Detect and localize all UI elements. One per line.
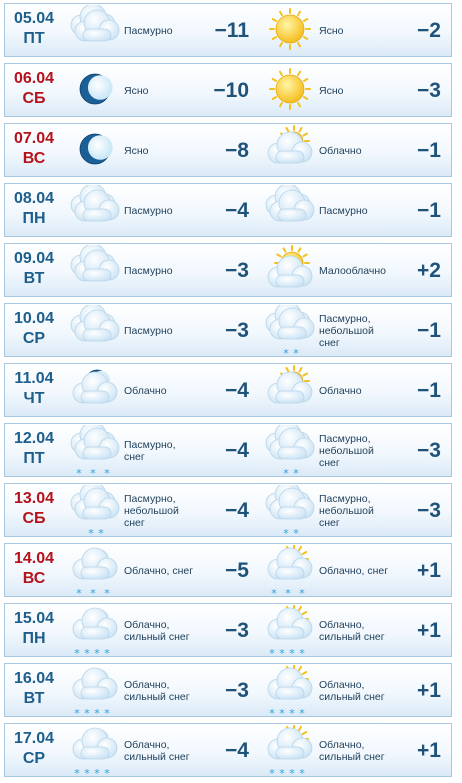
sun-cloud-heavy-snow-icon	[262, 605, 318, 657]
svg-text:*: *	[84, 647, 90, 659]
overcast-cloud-icon	[67, 245, 123, 297]
weekday-text: ВС	[22, 150, 46, 167]
day-condition: Облачно, снег	[319, 565, 389, 577]
svg-text:*: *	[90, 587, 96, 599]
svg-text:*: *	[283, 347, 289, 359]
date-text: 16.04	[13, 670, 55, 687]
date-text: 08.04	[13, 190, 55, 207]
forecast-row	[4, 183, 452, 237]
svg-text:*: *	[88, 527, 94, 539]
svg-text:*: *	[289, 707, 295, 719]
night-temperature: −5	[225, 559, 249, 582]
date-text: 15.04	[13, 610, 55, 627]
night-temperature: −4	[225, 439, 249, 462]
day-temperature: −2	[417, 19, 441, 42]
day-temperature: −1	[417, 139, 441, 162]
svg-text:*: *	[74, 707, 80, 719]
night-condition: Облачно, сильный снег	[124, 739, 190, 763]
day-temperature: +1	[417, 679, 441, 702]
day-condition: Облачно	[319, 385, 362, 397]
svg-text:*: *	[269, 647, 275, 659]
forecast-row	[4, 603, 452, 657]
day-temperature: +1	[417, 619, 441, 642]
svg-text:*: *	[74, 647, 80, 659]
svg-text:*: *	[269, 707, 275, 719]
sun-cloud-heavy-snow-icon	[262, 725, 318, 777]
svg-text:*: *	[84, 707, 90, 719]
forecast-row	[4, 243, 452, 297]
weekday-text: ПТ	[23, 30, 45, 47]
weekday-text: ЧТ	[23, 390, 45, 407]
svg-text:*: *	[104, 767, 110, 779]
day-condition: Пасмурно, небольшой снег	[319, 313, 374, 349]
day-condition: Малооблачно	[319, 265, 387, 277]
svg-text:*: *	[90, 467, 96, 479]
night-temperature: −3	[225, 679, 249, 702]
night-temperature: −11	[214, 19, 249, 42]
date-text: 13.04	[13, 490, 55, 507]
day-condition: Пасмурно	[319, 205, 368, 217]
svg-text:*: *	[104, 587, 110, 599]
svg-text:*: *	[94, 707, 100, 719]
night-condition: Пасмурно, снег	[124, 439, 176, 463]
weekday-text: СР	[22, 330, 46, 347]
overcast-cloud-icon	[262, 185, 318, 237]
svg-text:*: *	[269, 767, 275, 779]
svg-text:*: *	[293, 347, 299, 359]
weekday-text: СР	[22, 750, 46, 767]
weekday-text: СБ	[22, 90, 46, 107]
moon-cloud-icon	[67, 365, 123, 417]
night-condition: Облачно, сильный снег	[124, 679, 190, 703]
date-text: 14.04	[13, 550, 55, 567]
svg-text:*: *	[299, 587, 305, 599]
night-condition: Пасмурно	[124, 265, 173, 277]
weekday-text: ПН	[22, 210, 46, 227]
overcast-light-snow-icon	[262, 485, 318, 537]
svg-text:*: *	[98, 527, 104, 539]
date-text: 10.04	[13, 310, 55, 327]
moon-cloud-heavy-snow-icon	[67, 665, 123, 717]
night-condition: Облачно, снег	[124, 565, 194, 577]
day-temperature: −1	[417, 379, 441, 402]
day-condition: Облачно, сильный снег	[319, 619, 385, 643]
day-condition: Облачно, сильный снег	[319, 679, 385, 703]
day-condition: Ясно	[319, 25, 344, 37]
overcast-cloud-icon	[67, 305, 123, 357]
svg-text:*: *	[283, 467, 289, 479]
night-condition: Ясно	[124, 145, 149, 157]
day-label	[5, 66, 63, 116]
night-condition: Пасмурно	[124, 205, 173, 217]
day-label	[5, 726, 63, 776]
day-temperature: +2	[417, 259, 441, 282]
day-label	[5, 6, 63, 56]
night-condition: Ясно	[124, 85, 149, 97]
night-temperature: −10	[213, 79, 249, 102]
sun-icon	[262, 5, 318, 57]
day-label	[5, 546, 63, 596]
svg-text:*: *	[104, 467, 110, 479]
overcast-cloud-icon	[67, 185, 123, 237]
night-condition: Пасмурно	[124, 325, 173, 337]
day-label	[5, 666, 63, 716]
svg-text:*: *	[94, 767, 100, 779]
day-temperature: −3	[417, 499, 441, 522]
forecast-row	[4, 303, 452, 357]
forecast-row	[4, 723, 452, 777]
day-condition: Ясно	[319, 85, 344, 97]
svg-text:*: *	[279, 647, 285, 659]
night-temperature: −4	[225, 199, 249, 222]
day-label	[5, 306, 63, 356]
night-temperature: −4	[225, 379, 249, 402]
day-label	[5, 126, 63, 176]
overcast-light-snow-icon	[262, 425, 318, 477]
day-label	[5, 486, 63, 536]
date-text: 09.04	[13, 250, 55, 267]
svg-text:*: *	[271, 587, 277, 599]
svg-text:*: *	[94, 647, 100, 659]
day-label	[5, 246, 63, 296]
svg-text:*: *	[283, 527, 289, 539]
date-text: 06.04	[13, 70, 55, 87]
night-temperature: −3	[225, 259, 249, 282]
svg-text:*: *	[84, 767, 90, 779]
forecast-row	[4, 63, 452, 117]
night-temperature: −4	[225, 499, 249, 522]
weekday-text: ПТ	[23, 450, 45, 467]
day-label	[5, 606, 63, 656]
weekday-text: ПН	[22, 630, 46, 647]
weekday-text: ВТ	[23, 270, 45, 287]
forecast-row	[4, 3, 452, 57]
sun-cloud-heavy-snow-icon	[262, 665, 318, 717]
forecast-row	[4, 663, 452, 717]
sun-behind-cloud-icon	[262, 365, 318, 417]
overcast-cloud-icon	[67, 5, 123, 57]
svg-text:*: *	[279, 767, 285, 779]
moon-icon	[67, 125, 123, 177]
day-temperature: −1	[417, 199, 441, 222]
moon-cloud-heavy-snow-icon	[67, 605, 123, 657]
svg-text:*: *	[104, 647, 110, 659]
svg-text:*: *	[299, 707, 305, 719]
svg-text:*: *	[299, 767, 305, 779]
night-temperature: −8	[225, 139, 249, 162]
date-text: 12.04	[13, 430, 55, 447]
svg-text:*: *	[289, 767, 295, 779]
moon-cloud-heavy-snow-icon	[67, 725, 123, 777]
sun-cloud-snow-icon	[262, 545, 318, 597]
svg-text:*: *	[76, 587, 82, 599]
overcast-light-snow-icon	[262, 305, 318, 357]
date-text: 17.04	[13, 730, 55, 747]
day-temperature: +1	[417, 559, 441, 582]
day-temperature: −3	[417, 439, 441, 462]
night-condition: Облачно	[124, 385, 167, 397]
night-temperature: −3	[225, 619, 249, 642]
svg-text:*: *	[289, 647, 295, 659]
svg-text:*: *	[279, 707, 285, 719]
day-condition: Облачно	[319, 145, 362, 157]
svg-text:*: *	[76, 467, 82, 479]
svg-text:*: *	[293, 527, 299, 539]
weekday-text: ВТ	[23, 690, 45, 707]
svg-text:*: *	[285, 587, 291, 599]
night-temperature: −3	[225, 319, 249, 342]
night-condition: Пасмурно, небольшой снег	[124, 493, 179, 529]
moon-icon	[67, 65, 123, 117]
day-condition: Пасмурно, небольшой снег	[319, 433, 374, 469]
sun-icon	[262, 65, 318, 117]
sun-partly-cloudy-icon	[262, 245, 318, 297]
svg-text:*: *	[293, 467, 299, 479]
day-condition: Облачно, сильный снег	[319, 739, 385, 763]
forecast-row	[4, 483, 452, 537]
forecast-row	[4, 543, 452, 597]
day-temperature: +1	[417, 739, 441, 762]
day-temperature: −3	[417, 79, 441, 102]
night-condition: Пасмурно	[124, 25, 173, 37]
day-label	[5, 366, 63, 416]
forecast-row	[4, 123, 452, 177]
day-condition: Пасмурно, небольшой снег	[319, 493, 374, 529]
moon-cloud-snow-icon	[67, 545, 123, 597]
overcast-snow-icon	[67, 425, 123, 477]
day-label	[5, 186, 63, 236]
day-label	[5, 426, 63, 476]
date-text: 11.04	[14, 370, 54, 387]
weekday-text: ВС	[22, 570, 46, 587]
svg-text:*: *	[299, 647, 305, 659]
night-condition: Облачно, сильный снег	[124, 619, 190, 643]
night-temperature: −4	[225, 739, 249, 762]
svg-text:*: *	[74, 767, 80, 779]
weekday-text: СБ	[22, 510, 46, 527]
forecast-row	[4, 363, 452, 417]
day-temperature: −1	[417, 319, 441, 342]
date-text: 07.04	[13, 130, 55, 147]
sun-behind-cloud-icon	[262, 125, 318, 177]
forecast-row	[4, 423, 452, 477]
overcast-light-snow-icon	[67, 485, 123, 537]
date-text: 05.04	[13, 10, 55, 27]
svg-text:*: *	[104, 707, 110, 719]
